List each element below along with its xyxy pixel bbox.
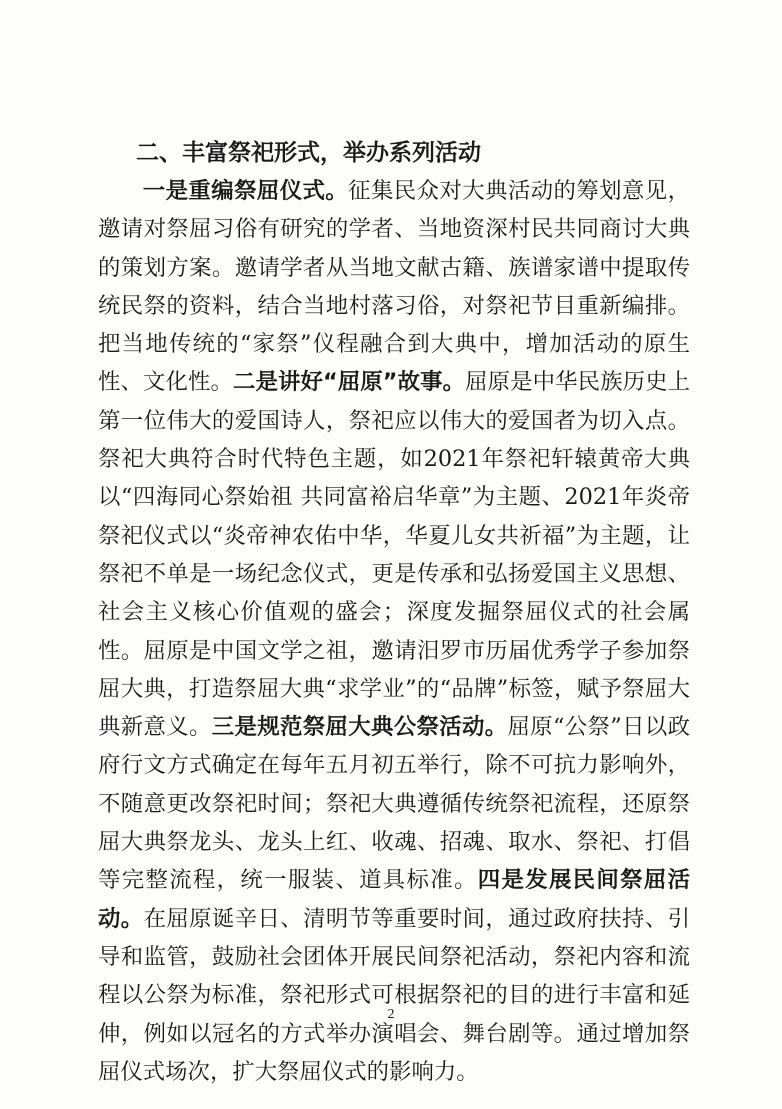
- point-two-text: 屈原是中华民族历史上第一位伟大的爱国诗人，祭祀应以伟大的爱国者为切入点。祭祀大典符合时代特色主题，如2021年祭祀轩辕黄帝大典以“四海同心祭始祖 共同富裕启华章”为主题、2021年炎帝祭祀仪式以“炎帝神农佑中华，华夏儿女共祈福”为主题，让祭祀不单是一场纪念仪式，更是传承和弘扬爱国主义思想、社会主义核心价值观的盛会；深度发掘祭屈仪式的社会属性。屈原是中国文学之祖，邀请汨罗市历届优秀学子参加祭屈大典，打造祭屈大典“求学业”的“品牌”标签，赋予祭屈大典新意义。: [98, 369, 691, 741]
- point-four-heading: 四是发展民间祭屈活动。: [98, 867, 691, 932]
- section-heading: 二、丰富祭祀形式，举办系列活动: [136, 140, 481, 166]
- point-three-text: 屈原“公祭”日以政府行文方式确定在每年五月初五举行，除不可抗力影响外，不随意更改祭祀时间；祭祀大典遵循传统祭祀流程，还原祭屈大典祭龙头、龙头上红、收魂、招魂、取水、祭祀、打倡等完整流程，统一服装、道具标准。: [98, 714, 690, 894]
- page-number: 2: [387, 1007, 395, 1022]
- point-two-heading: 二是讲好“屈原”故事。: [233, 369, 466, 396]
- point-one-heading: 一是重编祭屈仪式。: [142, 178, 349, 204]
- point-one-text: 征集民众对大典活动的筹划意见，邀请对祭屈习俗有研究的学者、当地资深村民共同商讨大典的策划方案。邀请学者从当地文献古籍、族谱家谱中提取传统民祭的资料，结合当地村落习俗，对祭祀节目重新编排。把当地传统的“家祭”仪程融合到大典中，增加活动的原生性、文化性。: [98, 178, 691, 396]
- point-three-heading: 三是规范祭屈大典公祭活动。: [211, 714, 508, 741]
- point-four-text: 在屈原诞辛日、清明节等重要时间，通过政府扶持、引导和监管，鼓励社会团体开展民间祭祀活动，祭祀内容和流程以公祭为标准，祭祀形式可根据祭祀的目的进行丰富和延伸，例如以冠名的方式举办演唱会、舞台剧等。通过增加祭屈仪式场次，扩大祭屈仪式的影响力。: [98, 905, 691, 1085]
- body-paragraph: [98, 172, 690, 1091]
